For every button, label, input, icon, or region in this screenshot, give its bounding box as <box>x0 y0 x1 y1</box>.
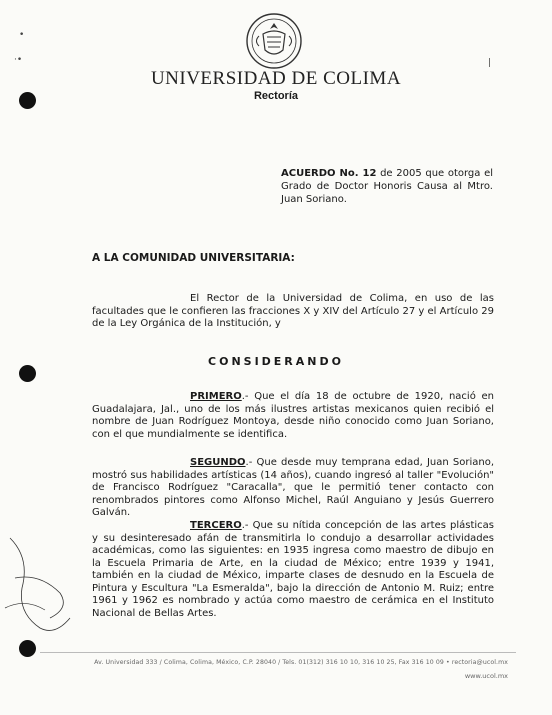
footer-divider <box>40 652 516 653</box>
paragraph-lead: SEGUNDO <box>190 457 246 468</box>
punch-hole <box>19 92 36 109</box>
agreement-text: de 2005 que otorga el Grado de Doctor Honoris Causa al Mtro. Juan Soriano. <box>281 168 494 205</box>
considerando-heading: CONSIDERANDO <box>208 355 344 368</box>
scan-mark: • <box>19 30 25 40</box>
university-seal-icon <box>245 12 303 70</box>
agreement-summary <box>281 167 493 206</box>
paragraph-text: .- Que el día 18 de octubre de 1920, nació en Guadalajara, Jal., uno de los más ilustres artistas mexicanos quien recibió el nombre de Juan Rodríguez Montoya, desde niño conocido como Juan Soriano, con el que mundialmente se identifica. <box>92 391 494 440</box>
footer-website: www.ucol.mx <box>464 672 508 680</box>
footer-address: Av. Universidad 333 / Colima, Colima, México, C.P. 28040 / Tels. 01(312) 316 10 10, 316 10 25, Fax 316 10 09 • rectoria@ucol.mx <box>94 659 508 666</box>
paragraph-lead: TERCERO <box>190 520 242 531</box>
paragraph-tercero <box>92 520 494 620</box>
addressee: A LA COMUNIDAD UNIVERSITARIA: <box>92 252 295 264</box>
paragraph-lead: PRIMERO <box>190 391 242 402</box>
intro-text: El Rector de la Universidad de Colima, en uso de las facultades que le confieren las fracciones X y XIV del Artículo 27 y el Artículo 29 de la Ley Orgánica de la Institución, y <box>92 293 494 329</box>
university-name: UNIVERSIDAD DE COLIMA <box>150 68 402 89</box>
agreement-number: ACUERDO No. 12 <box>281 168 377 179</box>
paragraph-primero <box>92 391 494 441</box>
office-name: Rectoría <box>253 90 299 102</box>
paragraph-segundo <box>92 457 494 520</box>
punch-hole <box>19 640 36 657</box>
signature-scribble <box>0 518 90 638</box>
intro-paragraph <box>92 293 494 331</box>
paragraph-text: .- Que desde muy temprana edad, Juan Soriano, mostró sus habilidades artísticas (14 años), cuando ingresó al taller "Evolución" de Francisco Rodríguez "Caracalla", que le permitió tener contacto con renombrados pintores como Alfonso Michel, Raúl Anguiano y Jesús Guerrero Galván. <box>92 457 494 518</box>
scan-mark: ·• <box>14 55 23 65</box>
paragraph-text: .- Que su nítida concepción de las artes plásticas y su desinteresado afán de transmitirla lo condujo a desarrollar actividades académicas, como las siguientes: en 1935 ingresa como maestro de dibujo en la Escuela Primaria de Arte, en la ciudad de México; entre 1939 y 1941, también en la ciudad de México, imparte clases de desnudo en la Escuela de Pintura y Escultura "La Esmeralda", bajo la dirección de Antonio M. Ruiz; entre 1961 y 1962 es nombrado y actúa como maestro de cerámica en el Instituto Nacional de Bellas Artes. <box>92 520 494 619</box>
scan-mark: | <box>488 58 492 68</box>
